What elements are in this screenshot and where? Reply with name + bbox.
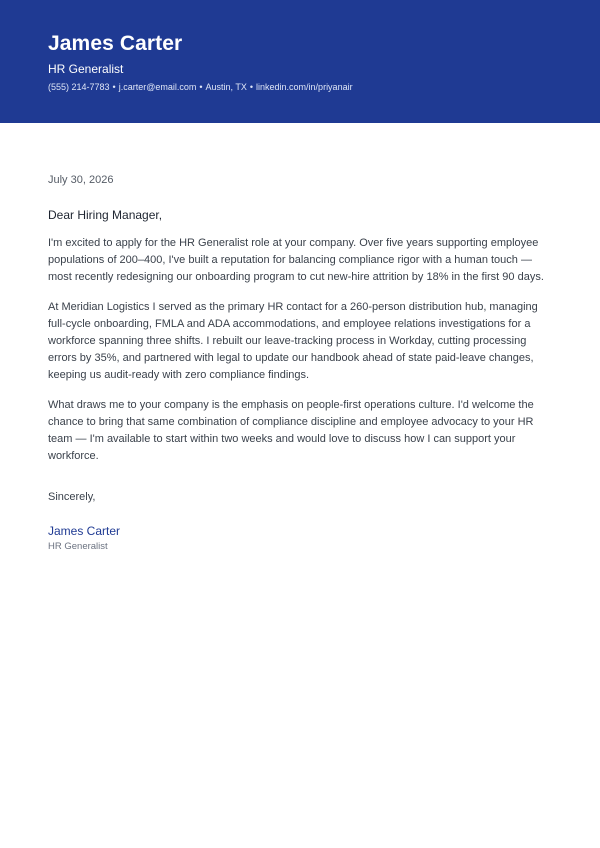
applicant-name: James Carter — [48, 32, 183, 55]
signature-title: HR Generalist — [48, 541, 108, 553]
contact-phone: (555) 214-7783 — [48, 82, 110, 92]
contact-line — [48, 81, 552, 93]
contact-linkedin: linkedin.com/in/priyanair — [256, 82, 353, 92]
contact-separator: • — [112, 82, 116, 92]
body-paragraph: What draws me to your company is the emphasis on people-first operations culture. I'd welcome the chance to bring that same combination of compliance discipline and employee advocacy to your HR team — I'm available to start within two weeks and would love to discuss how I can support your workforce. — [48, 398, 534, 463]
body-paragraph: At Meridian Logistics I served as the primary HR contact for a 260-person distribution hub, managing full-cycle onboarding, FMLA and ADA accommodations, and employee relations investigations for a workforce spanning three shifts. I rebuilt our leave-tracking process in Workday, cutting processing errors by 35%, and partnered with legal to update our handbook ahead of state paid-leave changes, keeping us audit-ready with zero compliance findings. — [48, 300, 538, 382]
body-paragraph: I'm excited to apply for the HR Generalist role at your company. Over five years supporting employee populations of 200–400, I've built a reputation for balancing compliance rigor with a human touch — most recently redesigning our onboarding program to cut new-hire attrition by 18% in the first 90 days. — [48, 237, 544, 284]
contact-email: j.carter@email.com — [118, 82, 197, 92]
letter-date: July 30, 2026 — [48, 174, 114, 186]
applicant-title: HR Generalist — [48, 62, 124, 76]
letter-header — [0, 0, 600, 123]
letter-body — [0, 123, 600, 553]
closing: Sincerely, — [48, 491, 96, 504]
contact-location: Austin, TX — [205, 82, 247, 92]
contact-separator: • — [199, 82, 203, 92]
signature-name: James Carter — [48, 524, 121, 539]
salutation: Dear Hiring Manager, — [48, 208, 163, 222]
contact-separator: • — [249, 82, 254, 92]
